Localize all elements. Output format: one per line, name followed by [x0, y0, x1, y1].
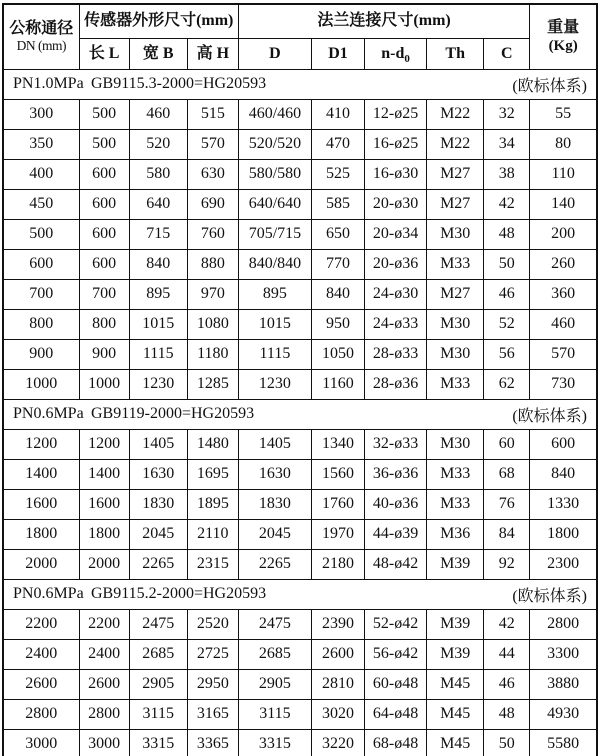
- section-note-label: (欧标体系): [512, 407, 587, 425]
- table-cell: 1400: [79, 459, 129, 489]
- table-cell: 600: [530, 429, 597, 459]
- header-col-length: 长 L: [79, 38, 129, 69]
- data-row: [3, 729, 597, 756]
- table-cell: 1600: [79, 489, 129, 519]
- table-cell: 2000: [3, 549, 79, 579]
- table-cell: M30: [427, 219, 484, 249]
- table-cell: M33: [427, 459, 484, 489]
- table-cell: M33: [427, 249, 484, 279]
- table-cell: 64-ø48: [365, 699, 427, 729]
- section-standard-label: GB9119-2000=HG20593: [91, 405, 255, 422]
- table-cell: 1970: [311, 519, 364, 549]
- table-cell: 1180: [187, 339, 238, 369]
- table-cell: 60: [484, 429, 530, 459]
- table-cell: 3165: [187, 699, 238, 729]
- table-cell: 700: [3, 279, 79, 309]
- table-cell: 800: [79, 309, 129, 339]
- table-cell: 1400: [3, 459, 79, 489]
- data-row: [3, 489, 597, 519]
- table-cell: 80: [530, 129, 597, 159]
- table-header: [3, 4, 597, 69]
- table-cell: 2725: [187, 639, 238, 669]
- table-cell: 2200: [3, 609, 79, 639]
- data-row: [3, 249, 597, 279]
- header-subcolumn-row: [3, 38, 597, 69]
- table-cell: 760: [187, 219, 238, 249]
- table-cell: 84: [484, 519, 530, 549]
- table-cell: 1830: [238, 489, 311, 519]
- table-cell: M33: [427, 369, 484, 399]
- table-cell: 1115: [129, 339, 187, 369]
- data-row: [3, 279, 597, 309]
- table-cell: M45: [427, 669, 484, 699]
- table-cell: 460: [530, 309, 597, 339]
- table-cell: 840: [311, 279, 364, 309]
- table-cell: 1695: [187, 459, 238, 489]
- table-cell: 56: [484, 339, 530, 369]
- table-cell: M27: [427, 159, 484, 189]
- table-cell: 950: [311, 309, 364, 339]
- table-cell: 3315: [129, 729, 187, 756]
- header-col-d: D: [238, 38, 311, 69]
- header-sensor-group: 传感器外形尺寸(mm): [79, 4, 238, 38]
- table-cell: 1230: [129, 369, 187, 399]
- table-cell: 700: [79, 279, 129, 309]
- table-cell: M36: [427, 519, 484, 549]
- table-cell: 1115: [238, 339, 311, 369]
- table-cell: 2110: [187, 519, 238, 549]
- header-dn-title: 公称通径: [9, 19, 74, 37]
- table-cell: M30: [427, 429, 484, 459]
- section-note-label: (欧标体系): [512, 587, 587, 605]
- table-cell: 5580: [530, 729, 597, 756]
- table-cell: 68-ø48: [365, 729, 427, 756]
- table-cell: 2475: [238, 609, 311, 639]
- table-cell: M27: [427, 189, 484, 219]
- table-cell: 260: [530, 249, 597, 279]
- section-pressure-label: PN0.6MPa: [13, 405, 84, 422]
- table-cell: 3300: [530, 639, 597, 669]
- section-header-cell: [3, 579, 597, 609]
- table-cell: 600: [3, 249, 79, 279]
- table-cell: 500: [79, 99, 129, 129]
- table-cell: 38: [484, 159, 530, 189]
- table-cell: 1330: [530, 489, 597, 519]
- table-cell: 1405: [238, 429, 311, 459]
- table-cell: 600: [79, 189, 129, 219]
- table-cell: 76: [484, 489, 530, 519]
- table-cell: 16-ø30: [365, 159, 427, 189]
- table-cell: 2520: [187, 609, 238, 639]
- table-cell: 32: [484, 99, 530, 129]
- table-cell: 2000: [79, 549, 129, 579]
- table-cell: 515: [187, 99, 238, 129]
- table-cell: 800: [3, 309, 79, 339]
- table-cell: 1480: [187, 429, 238, 459]
- table-cell: 2400: [79, 639, 129, 669]
- data-row: [3, 639, 597, 669]
- table-cell: 42: [484, 609, 530, 639]
- table-cell: 20-ø36: [365, 249, 427, 279]
- table-cell: 2200: [79, 609, 129, 639]
- table-cell: 2685: [129, 639, 187, 669]
- section-pressure-label: PN0.6MPa: [13, 585, 84, 602]
- table-cell: 20-ø34: [365, 219, 427, 249]
- table-cell: 840: [129, 249, 187, 279]
- table-cell: 2475: [129, 609, 187, 639]
- table-cell: 42: [484, 189, 530, 219]
- table-cell: 52-ø42: [365, 609, 427, 639]
- table-cell: 2400: [3, 639, 79, 669]
- header-dn: [3, 4, 79, 69]
- header-col-d1: D1: [311, 38, 364, 69]
- header-col-nd0-base: n-d: [381, 44, 405, 62]
- table-cell: 1340: [311, 429, 364, 459]
- table-cell: 1760: [311, 489, 364, 519]
- table-cell: M33: [427, 489, 484, 519]
- table-cell: 20-ø30: [365, 189, 427, 219]
- section-header-row: [3, 399, 597, 429]
- table-cell: 1200: [79, 429, 129, 459]
- table-cell: 470: [311, 129, 364, 159]
- table-cell: 840/840: [238, 249, 311, 279]
- header-col-width: 宽 B: [129, 38, 187, 69]
- table-cell: 46: [484, 669, 530, 699]
- section-header-cell: [3, 69, 597, 99]
- table-cell: 640: [129, 189, 187, 219]
- table-cell: 2045: [238, 519, 311, 549]
- table-cell: 48: [484, 219, 530, 249]
- header-weight-unit: (Kg): [548, 37, 578, 54]
- table-cell: 360: [530, 279, 597, 309]
- table-cell: M39: [427, 639, 484, 669]
- table-cell: 3315: [238, 729, 311, 756]
- table-cell: 450: [3, 189, 79, 219]
- table-cell: 1160: [311, 369, 364, 399]
- table-cell: 600: [79, 249, 129, 279]
- table-cell: 1600: [3, 489, 79, 519]
- table-cell: 50: [484, 249, 530, 279]
- header-group-row: [3, 4, 597, 38]
- table-cell: 705/715: [238, 219, 311, 249]
- data-row: [3, 309, 597, 339]
- table-cell: 1015: [238, 309, 311, 339]
- data-row: [3, 609, 597, 639]
- table-cell: 500: [3, 219, 79, 249]
- table-cell: 730: [530, 369, 597, 399]
- header-dn-unit: DN (mm): [16, 38, 66, 54]
- table-cell: M39: [427, 549, 484, 579]
- table-cell: 770: [311, 249, 364, 279]
- table-cell: 28-ø33: [365, 339, 427, 369]
- table-cell: 3115: [238, 699, 311, 729]
- section-header-cell: [3, 399, 597, 429]
- table-cell: 2390: [311, 609, 364, 639]
- header-col-c: C: [484, 38, 530, 69]
- section-standard-label: GB9115.2-2000=HG20593: [91, 585, 267, 602]
- table-cell: 895: [129, 279, 187, 309]
- table-cell: M22: [427, 99, 484, 129]
- table-cell: 460: [129, 99, 187, 129]
- table-cell: 840: [530, 459, 597, 489]
- table-cell: 580/580: [238, 159, 311, 189]
- table-cell: 570: [187, 129, 238, 159]
- table-cell: 16-ø25: [365, 129, 427, 159]
- table-cell: 46: [484, 279, 530, 309]
- table-cell: 650: [311, 219, 364, 249]
- data-row: [3, 339, 597, 369]
- table-cell: 3115: [129, 699, 187, 729]
- header-col-nd0: [365, 38, 427, 69]
- table-cell: 4930: [530, 699, 597, 729]
- table-cell: 2950: [187, 669, 238, 699]
- flange-dimension-table: [2, 3, 598, 756]
- data-row: [3, 219, 597, 249]
- table-cell: 1015: [129, 309, 187, 339]
- data-row: [3, 669, 597, 699]
- table-cell: 3220: [311, 729, 364, 756]
- table-cell: 690: [187, 189, 238, 219]
- table-cell: 570: [530, 339, 597, 369]
- table-cell: 1800: [79, 519, 129, 549]
- table-cell: 1630: [129, 459, 187, 489]
- table-cell: 3365: [187, 729, 238, 756]
- table-cell: M30: [427, 309, 484, 339]
- table-cell: 2905: [238, 669, 311, 699]
- table-cell: 520/520: [238, 129, 311, 159]
- table-cell: 1800: [3, 519, 79, 549]
- table-cell: 12-ø25: [365, 99, 427, 129]
- table-cell: 880: [187, 249, 238, 279]
- section-header-row: [3, 69, 597, 99]
- table-cell: 1200: [3, 429, 79, 459]
- table-cell: 460/460: [238, 99, 311, 129]
- table-cell: 300: [3, 99, 79, 129]
- table-cell: 2600: [311, 639, 364, 669]
- table-cell: 28-ø36: [365, 369, 427, 399]
- table-cell: M27: [427, 279, 484, 309]
- table-cell: 2685: [238, 639, 311, 669]
- table-cell: 36-ø36: [365, 459, 427, 489]
- data-row: [3, 369, 597, 399]
- table-cell: 140: [530, 189, 597, 219]
- table-cell: 600: [79, 159, 129, 189]
- table-cell: 2180: [311, 549, 364, 579]
- table-cell: 1000: [79, 369, 129, 399]
- table-cell: M45: [427, 699, 484, 729]
- table-cell: 1895: [187, 489, 238, 519]
- table-cell: 970: [187, 279, 238, 309]
- table-cell: 24-ø30: [365, 279, 427, 309]
- section-header-row: [3, 579, 597, 609]
- table-cell: 2600: [3, 669, 79, 699]
- table-cell: 62: [484, 369, 530, 399]
- table-cell: 580: [129, 159, 187, 189]
- data-row: [3, 429, 597, 459]
- section-standard-label: GB9115.3-2000=HG20593: [91, 75, 267, 92]
- table-cell: 2300: [530, 549, 597, 579]
- table-cell: 1630: [238, 459, 311, 489]
- table-cell: 56-ø42: [365, 639, 427, 669]
- table-cell: 3000: [3, 729, 79, 756]
- table-cell: 200: [530, 219, 597, 249]
- table-cell: 2315: [187, 549, 238, 579]
- table-cell: 34: [484, 129, 530, 159]
- table-cell: 1050: [311, 339, 364, 369]
- table-cell: 2800: [530, 609, 597, 639]
- table-cell: 44: [484, 639, 530, 669]
- table-cell: 44-ø39: [365, 519, 427, 549]
- table-cell: 60-ø48: [365, 669, 427, 699]
- table-cell: 1000: [3, 369, 79, 399]
- table-cell: 900: [79, 339, 129, 369]
- table-cell: 2810: [311, 669, 364, 699]
- table-cell: 715: [129, 219, 187, 249]
- table-cell: 2600: [79, 669, 129, 699]
- table-cell: 1080: [187, 309, 238, 339]
- table-cell: M39: [427, 609, 484, 639]
- table-cell: 630: [187, 159, 238, 189]
- table-cell: M22: [427, 129, 484, 159]
- table-cell: 1830: [129, 489, 187, 519]
- table-cell: 2265: [238, 549, 311, 579]
- table-cell: 585: [311, 189, 364, 219]
- table-cell: 2800: [79, 699, 129, 729]
- table-cell: 400: [3, 159, 79, 189]
- table-cell: 24-ø33: [365, 309, 427, 339]
- table-cell: 3880: [530, 669, 597, 699]
- table-cell: 1405: [129, 429, 187, 459]
- table-cell: 2905: [129, 669, 187, 699]
- table-cell: 2800: [3, 699, 79, 729]
- data-row: [3, 699, 597, 729]
- header-col-nd0-subscript: 0: [404, 52, 410, 65]
- section-pressure-label: PN1.0MPa: [13, 75, 84, 92]
- section-note-label: (欧标体系): [512, 77, 587, 95]
- table-cell: 1560: [311, 459, 364, 489]
- table-cell: 110: [530, 159, 597, 189]
- table-cell: 525: [311, 159, 364, 189]
- table-cell: 52: [484, 309, 530, 339]
- header-flange-group: 法兰连接尺寸(mm): [238, 4, 529, 38]
- table-cell: 92: [484, 549, 530, 579]
- table-cell: M30: [427, 339, 484, 369]
- table-cell: 32-ø33: [365, 429, 427, 459]
- table-cell: 50: [484, 729, 530, 756]
- data-row: [3, 129, 597, 159]
- header-weight-title: 重量: [547, 19, 580, 37]
- header-col-height: 高 H: [187, 38, 238, 69]
- table-cell: 48: [484, 699, 530, 729]
- table-cell: 895: [238, 279, 311, 309]
- table-cell: 410: [311, 99, 364, 129]
- table-cell: 68: [484, 459, 530, 489]
- data-row: [3, 549, 597, 579]
- data-row: [3, 459, 597, 489]
- table-cell: 2045: [129, 519, 187, 549]
- table-cell: 2265: [129, 549, 187, 579]
- table-cell: 1230: [238, 369, 311, 399]
- data-row: [3, 159, 597, 189]
- table-cell: 40-ø36: [365, 489, 427, 519]
- table-cell: 48-ø42: [365, 549, 427, 579]
- data-row: [3, 519, 597, 549]
- table-cell: 640/640: [238, 189, 311, 219]
- header-weight: [530, 4, 597, 69]
- table-cell: 500: [79, 129, 129, 159]
- data-row: [3, 189, 597, 219]
- table-cell: 3000: [79, 729, 129, 756]
- table-cell: 3020: [311, 699, 364, 729]
- table-cell: 350: [3, 129, 79, 159]
- table-cell: 600: [79, 219, 129, 249]
- table-cell: 900: [3, 339, 79, 369]
- table-cell: 1800: [530, 519, 597, 549]
- table-cell: 55: [530, 99, 597, 129]
- data-row: [3, 99, 597, 129]
- table-cell: M45: [427, 729, 484, 756]
- header-col-th: Th: [427, 38, 484, 69]
- table-body: [3, 69, 597, 756]
- table-cell: 1285: [187, 369, 238, 399]
- table-cell: 520: [129, 129, 187, 159]
